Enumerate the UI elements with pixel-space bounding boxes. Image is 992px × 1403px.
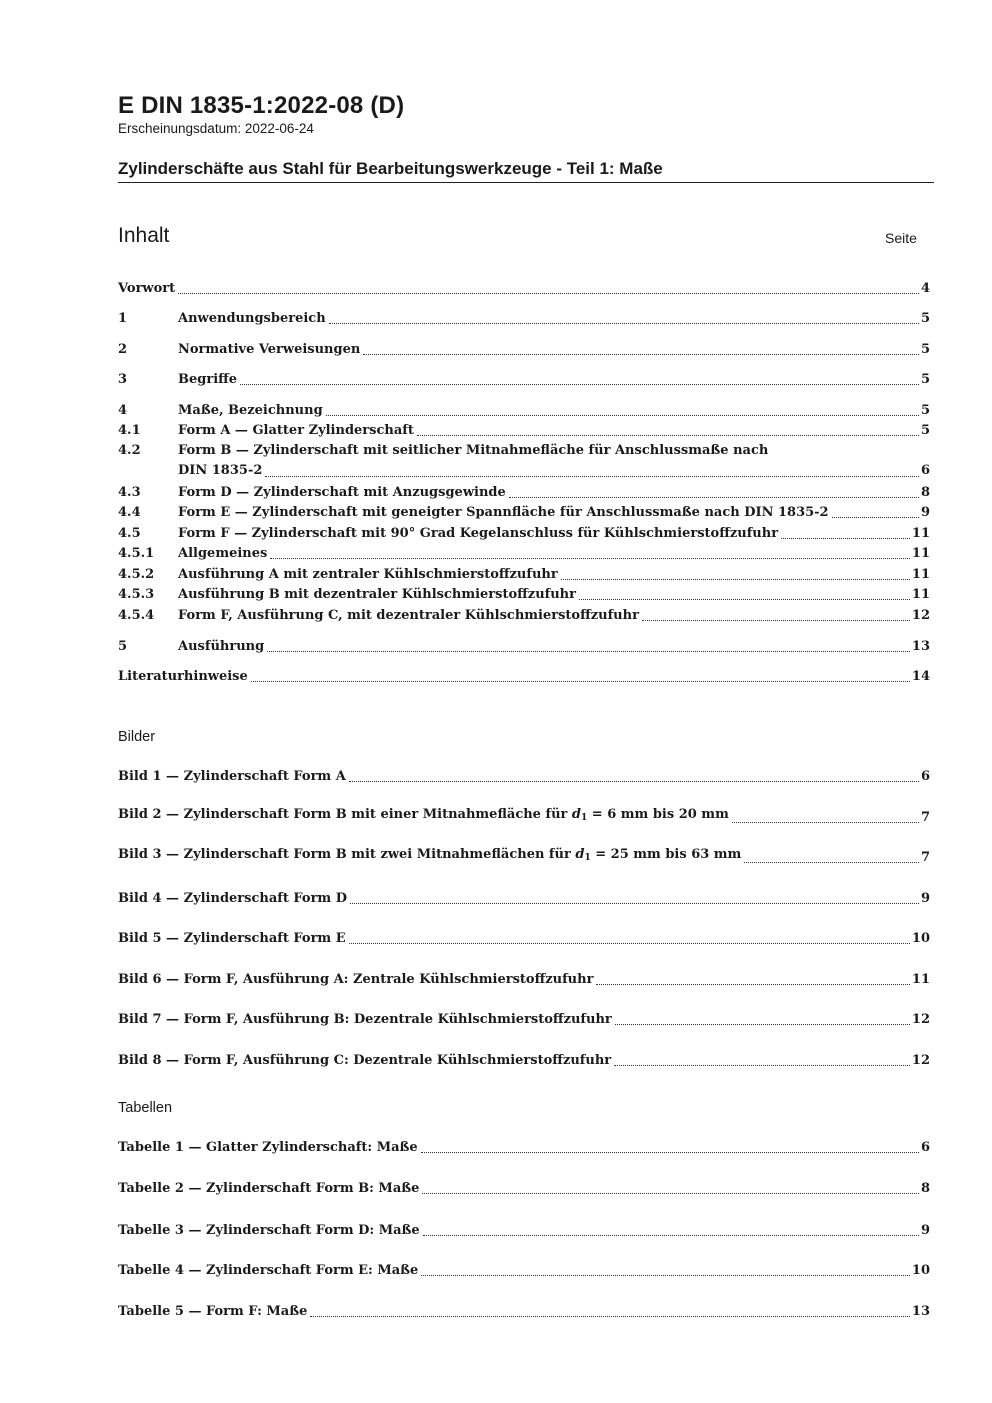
dot-leader [326, 415, 919, 416]
dot-leader [310, 1316, 910, 1317]
toc-entry-4[interactable] [118, 400, 930, 420]
dot-leader [240, 384, 919, 385]
toc-entry-number: 4.5.3 [118, 587, 155, 602]
toc-entry-title-continued: DIN 1835-2 [178, 463, 263, 478]
dot-leader [265, 476, 919, 477]
document-id: E DIN 1835-1:2022-08 (D) [118, 92, 405, 119]
figure-entry[interactable] [118, 807, 930, 827]
toc-entry-title: Begriffe [178, 372, 238, 387]
dot-leader [267, 651, 910, 652]
table-entry-page: 6 [920, 1140, 930, 1155]
toc-entry-page: 11 [911, 567, 930, 582]
math-subscript: 1 [581, 813, 588, 823]
toc-entry-number: 4 [118, 403, 128, 418]
toc-entry-vorwort[interactable] [118, 278, 930, 298]
table-entry-title: Tabelle 4 — Zylinderschaft Form E: Maße [118, 1263, 419, 1278]
toc-entry-title: Maße, Bezeichnung [178, 403, 323, 418]
toc-entry-page: 11 [911, 587, 930, 602]
toc-entry-page: 6 [920, 463, 930, 478]
toc-entry-4-2[interactable] [118, 441, 930, 481]
toc-entry-title: Ausführung A mit zentraler Kühlschmierstoffzufuhr [178, 567, 558, 582]
dot-leader [744, 862, 919, 863]
dot-leader [781, 538, 910, 539]
toc-entry-page: 9 [920, 505, 930, 520]
table-entry[interactable] [118, 1178, 930, 1198]
table-entry-page: 8 [920, 1181, 930, 1196]
toc-entry-title: Form D — Zylinderschaft mit Anzugsgewinde [178, 485, 506, 500]
toc-entry-number: 4.4 [118, 505, 141, 520]
toc-entry-title: Allgemeines [178, 546, 268, 561]
toc-entry-title: Normative Verweisungen [178, 342, 361, 357]
figure-entry-title: Bild 6 — Form F, Ausführung A: Zentrale Kühlschmierstoffzufuhr [118, 972, 594, 987]
table-entry-title: Tabelle 5 — Form F: Maße [118, 1304, 308, 1319]
toc-entry-2[interactable] [118, 339, 930, 359]
math-variable: d [571, 807, 581, 822]
figure-entry[interactable] [118, 1009, 930, 1029]
table-entry[interactable] [118, 1260, 930, 1280]
toc-entry-number: 4.5.2 [118, 567, 155, 582]
dot-leader [642, 620, 910, 621]
figure-entry[interactable] [118, 847, 930, 867]
figure-entry[interactable] [118, 969, 930, 989]
toc-entry-4-5-4[interactable] [118, 605, 930, 625]
math-variable: d [575, 847, 585, 862]
toc-entry-page: 11 [911, 546, 930, 561]
dot-leader [329, 323, 919, 324]
figure-entry-page: 12 [911, 1053, 930, 1068]
figure-entry[interactable] [118, 1050, 930, 1070]
figure-entry-title: Bild 8 — Form F, Ausführung C: Dezentrale Kühlschmierstoffzufuhr [118, 1053, 612, 1068]
toc-entry-4-5-3[interactable] [118, 584, 930, 604]
dot-leader [349, 781, 919, 782]
title-divider [118, 182, 934, 183]
table-entry-page: 9 [920, 1223, 930, 1238]
table-entry-title: Tabelle 1 — Glatter Zylinderschaft: Maße [118, 1140, 418, 1155]
toc-entry-page: 12 [911, 608, 930, 623]
toc-entry-literaturhinweise[interactable] [118, 666, 930, 686]
table-entry[interactable] [118, 1301, 930, 1321]
toc-entry-page: 11 [911, 526, 930, 541]
dot-leader [421, 1275, 910, 1276]
toc-entry-page: 5 [920, 311, 930, 326]
figure-entry-page: 11 [911, 972, 930, 987]
toc-entry-title: Ausführung [178, 639, 265, 654]
dot-leader [561, 579, 910, 580]
table-entry-page: 10 [911, 1263, 930, 1278]
table-entry[interactable] [118, 1137, 930, 1157]
dot-leader [349, 943, 910, 944]
toc-entry-page: 5 [920, 403, 930, 418]
dot-leader [579, 599, 910, 600]
document-title: Zylinderschäfte aus Stahl für Bearbeitungswerkzeuge - Teil 1: Maße [118, 159, 663, 178]
publication-date: Erscheinungsdatum: 2022-06-24 [118, 121, 314, 136]
figure-entry-page: 12 [911, 1012, 930, 1027]
dot-leader [421, 1152, 919, 1153]
toc-entry-title: Vorwort [118, 281, 176, 296]
dot-leader [270, 558, 910, 559]
figure-entry-page: 9 [920, 891, 930, 906]
dot-leader [596, 984, 909, 985]
toc-entry-number: 3 [118, 372, 128, 387]
table-entry-page: 13 [911, 1304, 930, 1319]
dot-leader [363, 354, 919, 355]
toc-entry-page: 5 [920, 423, 930, 438]
toc-entry-title: Form B — Zylinderschaft mit seitlicher Mitnahmefläche für Anschlussmaße nach [178, 443, 769, 458]
toc-entry-4-5-2[interactable] [118, 564, 930, 584]
figure-entry-title: Bild 2 — Zylinderschaft Form B mit einer Mitnahmefläche für $d_1 = 6$ mm bis 20 mm [118, 807, 729, 823]
toc-entry-number: 4.5 [118, 526, 141, 541]
figure-entry[interactable] [118, 766, 930, 786]
figure-entry-title: Bild 5 — Zylinderschaft Form E [118, 931, 346, 946]
toc-entry-title: Ausführung B mit dezentraler Kühlschmierstoffzufuhr [178, 587, 576, 602]
figure-entry[interactable] [118, 928, 930, 948]
toc-entry-1[interactable] [118, 308, 930, 328]
toc-entry-title: Anwendungsbereich [178, 311, 326, 326]
figure-entry-page: 7 [920, 850, 930, 865]
dot-leader [615, 1024, 910, 1025]
toc-entry-title: Form E — Zylinderschaft mit geneigter Spannfläche für Anschlussmaße nach DIN 1835-2 [178, 505, 829, 520]
toc-entry-number: 4.2 [118, 443, 141, 458]
dot-leader [614, 1065, 910, 1066]
toc-entry-title: Literaturhinweise [118, 669, 248, 684]
dot-leader [732, 822, 919, 823]
toc-entry-3[interactable] [118, 369, 930, 389]
toc-entry-5[interactable] [118, 636, 930, 656]
toc-entry-4-4[interactable] [118, 502, 930, 522]
toc-entry-number: 5 [118, 639, 128, 654]
toc-entry-title: Form F — Zylinderschaft mit 90° Grad Kegelanschluss für Kühlschmierstoffzufuhr [178, 526, 779, 541]
dot-leader [178, 293, 919, 294]
dot-leader [832, 517, 919, 518]
toc-entry-4-1[interactable] [118, 420, 930, 440]
toc-entry-number: 2 [118, 342, 128, 357]
toc-entry-page: 5 [920, 342, 930, 357]
table-entry[interactable] [118, 1220, 930, 1240]
tables-heading: Tabellen [118, 1100, 173, 1116]
figures-heading: Bilder [118, 729, 156, 745]
figure-entry-page: 10 [911, 931, 930, 946]
toc-entry-title: Form A — Glatter Zylinderschaft [178, 423, 414, 438]
toc-entry-page: 13 [911, 639, 930, 654]
toc-entry-number: 1 [118, 311, 128, 326]
math-subscript: 1 [584, 853, 591, 863]
toc-entry-page: 8 [920, 485, 930, 500]
figure-entry-title: Bild 3 — Zylinderschaft Form B mit zwei Mitnahmeflächen für $d_1 = 25$ mm bis 63 mm [118, 847, 742, 863]
table-entry-title: Tabelle 3 — Zylinderschaft Form D: Maße [118, 1223, 420, 1238]
toc-entry-page: 5 [920, 372, 930, 387]
figure-entry-title: Bild 4 — Zylinderschaft Form D [118, 891, 347, 906]
dot-leader [423, 1235, 919, 1236]
toc-entry-4-3[interactable] [118, 482, 930, 502]
toc-entry-4-5[interactable] [118, 523, 930, 543]
dot-leader [509, 497, 919, 498]
toc-entry-page: 4 [920, 281, 930, 296]
toc-entry-title: Form F, Ausführung C, mit dezentraler Kühlschmierstoffzufuhr [178, 608, 639, 623]
toc-entry-page: 14 [911, 669, 930, 684]
figure-entry-title: Bild 7 — Form F, Ausführung B: Dezentrale Kühlschmierstoffzufuhr [118, 1012, 612, 1027]
table-entry-title: Tabelle 2 — Zylinderschaft Form B: Maße [118, 1181, 420, 1196]
dot-leader [350, 903, 919, 904]
figure-entry-page: 6 [920, 769, 930, 784]
toc-entry-number: 4.3 [118, 485, 141, 500]
figure-entry-title: Bild 1 — Zylinderschaft Form A [118, 769, 346, 784]
toc-heading: Inhalt [118, 224, 170, 247]
dot-leader [422, 1193, 919, 1194]
toc-entry-number: 4.5.1 [118, 546, 155, 561]
dot-leader [417, 435, 919, 436]
figure-entry[interactable] [118, 888, 930, 908]
page-column-label: Seite [885, 230, 917, 246]
toc-entry-4-5-1[interactable] [118, 543, 930, 563]
figure-entry-page: 7 [920, 810, 930, 825]
toc-entry-number: 4.1 [118, 423, 141, 438]
toc-entry-number: 4.5.4 [118, 608, 155, 623]
dot-leader [251, 681, 910, 682]
